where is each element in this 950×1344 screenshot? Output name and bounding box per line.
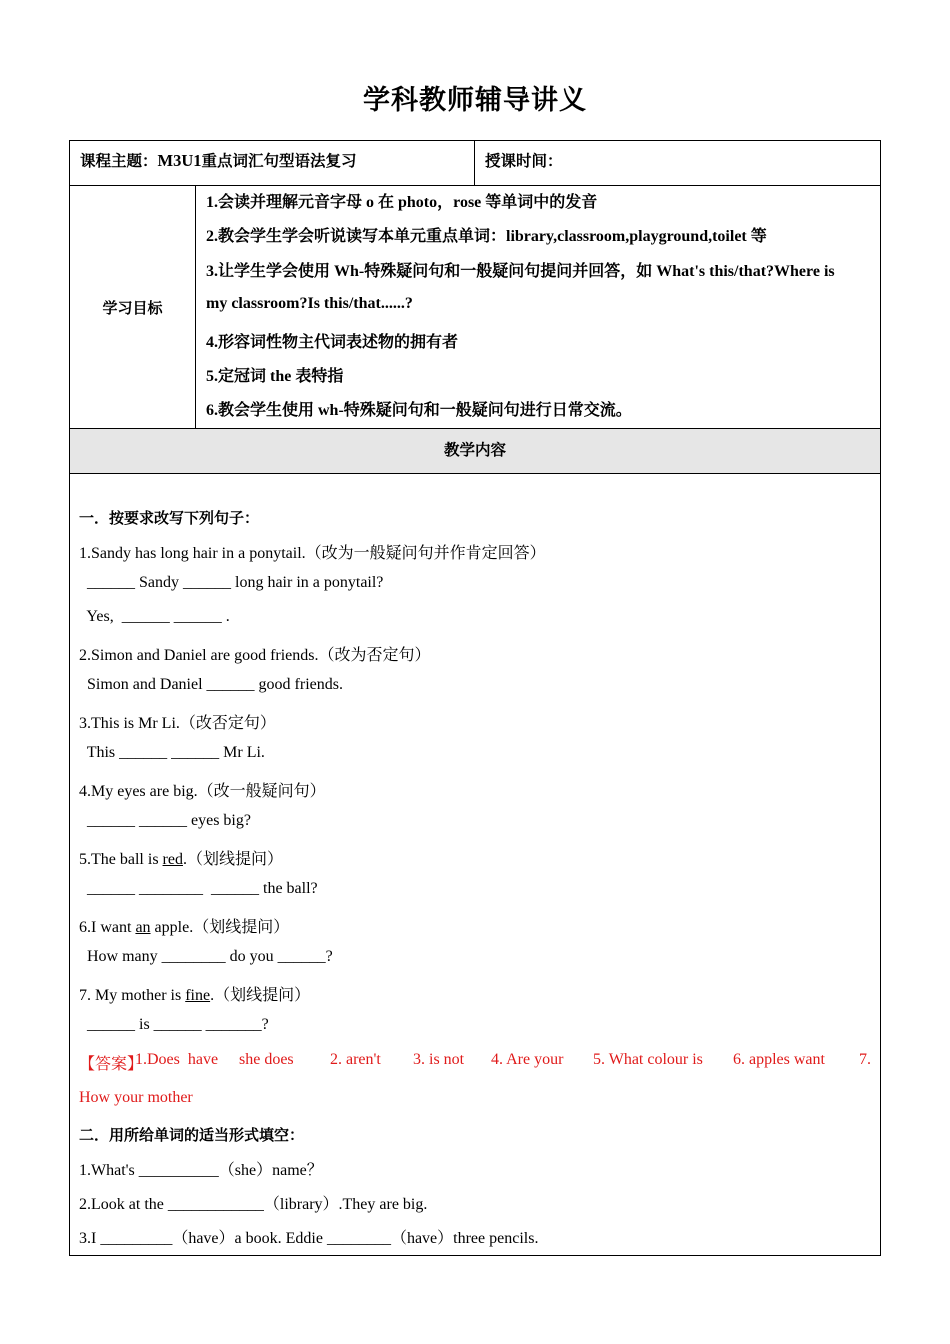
answer-3: 3. is not bbox=[413, 1051, 465, 1068]
fill-question-2: 2.Look at the ____________（library）.They are big. bbox=[79, 1196, 428, 1213]
question-3: 3.This is Mr Li.（改否定句） bbox=[79, 715, 276, 732]
section-title: 教学内容 bbox=[443, 441, 506, 459]
question-2: 2.Simon and Daniel are good friends.（改为否定句） bbox=[79, 647, 431, 664]
answer-label: 【答案】 bbox=[79, 1056, 144, 1073]
answer-7: 7. bbox=[859, 1051, 871, 1068]
goal-item: 4.形容词性物主代词表述物的拥有者 bbox=[206, 334, 459, 351]
answer-6: 6. apples want bbox=[733, 1051, 825, 1068]
question-6: 6.I want an apple.（划线提问） bbox=[79, 919, 290, 936]
goal-item: 2.教会学生学会听说读写本单元重点单词：library,classroom,playground,toilet 等 bbox=[206, 228, 767, 245]
theme-code: M3U1 bbox=[157, 151, 202, 170]
question-4-blank: ______ ______ eyes big? bbox=[79, 812, 251, 829]
answer-2: 2. aren't bbox=[330, 1051, 381, 1068]
question-7-blank: ______ is ______ _______? bbox=[79, 1016, 269, 1033]
answer-5: 5. What colour is bbox=[593, 1051, 703, 1068]
question-1-answer-blank: Yes, ______ ______ . bbox=[79, 608, 230, 625]
answer-1b: she does bbox=[239, 1051, 294, 1068]
goal-item: 5.定冠词 the 表特指 bbox=[206, 368, 344, 385]
question-1: 1.Sandy has long hair in a ponytail.（改为一般疑问句并作肯定回答） bbox=[79, 545, 546, 562]
page-title: 学科教师辅导讲义 bbox=[363, 85, 587, 116]
question-5: 5.The ball is red.（划线提问） bbox=[79, 851, 283, 868]
header-row bbox=[70, 141, 880, 186]
time-label: 授课时间： bbox=[485, 152, 563, 170]
theme-text: 重点词汇句型语法复习 bbox=[201, 152, 357, 170]
fill-question-1: 1.What's __________（she）name？ bbox=[79, 1162, 323, 1179]
goal-item: 3.让学生学会使用 Wh-特殊疑问句和一般疑问句提问并回答，如 What's this/that?Where is bbox=[206, 263, 835, 280]
question-5-blank: ______ ________ ______ the ball? bbox=[79, 880, 318, 897]
answer-7-cont: How your mother bbox=[79, 1089, 193, 1106]
question-2-blank: Simon and Daniel ______ good friends. bbox=[79, 676, 343, 693]
section-header-row bbox=[70, 429, 880, 474]
question-6-blank: How many ________ do you ______? bbox=[79, 948, 333, 965]
theme-label: 课程主题： bbox=[80, 152, 158, 170]
goals-row bbox=[70, 186, 880, 429]
question-3-blank: This ______ ______ Mr Li. bbox=[79, 744, 265, 761]
theme-cell bbox=[70, 141, 475, 185]
answer-4: 4. Are your bbox=[491, 1051, 564, 1068]
question-1-blank: ______ Sandy ______ long hair in a ponytail? bbox=[79, 574, 384, 591]
question-7: 7. My mother is fine.（划线提问） bbox=[79, 987, 311, 1004]
part2-heading: 二．用所给单词的适当形式填空： bbox=[79, 1126, 305, 1144]
time-cell bbox=[475, 141, 880, 185]
goal-item: my classroom?Is this/that......? bbox=[206, 295, 413, 312]
answer-key bbox=[79, 1051, 874, 1075]
part1-heading: 一．按要求改写下列句子： bbox=[79, 509, 260, 527]
goals-label: 学习目标 bbox=[70, 186, 196, 428]
question-4: 4.My eyes are big.（改一般疑问句） bbox=[79, 783, 326, 800]
answer-1: 1.Does have bbox=[135, 1051, 219, 1068]
fill-question-3: 3.I _________（have）a book. Eddie ________（have）three pencils. bbox=[79, 1230, 539, 1247]
goal-item: 1.会读并理解元音字母 o 在 photo，rose 等单词中的发音 bbox=[206, 194, 598, 211]
goal-item: 6.教会学生使用 wh-特殊疑问句和一般疑问句进行日常交流。 bbox=[206, 402, 632, 419]
lesson-table bbox=[69, 140, 881, 1256]
